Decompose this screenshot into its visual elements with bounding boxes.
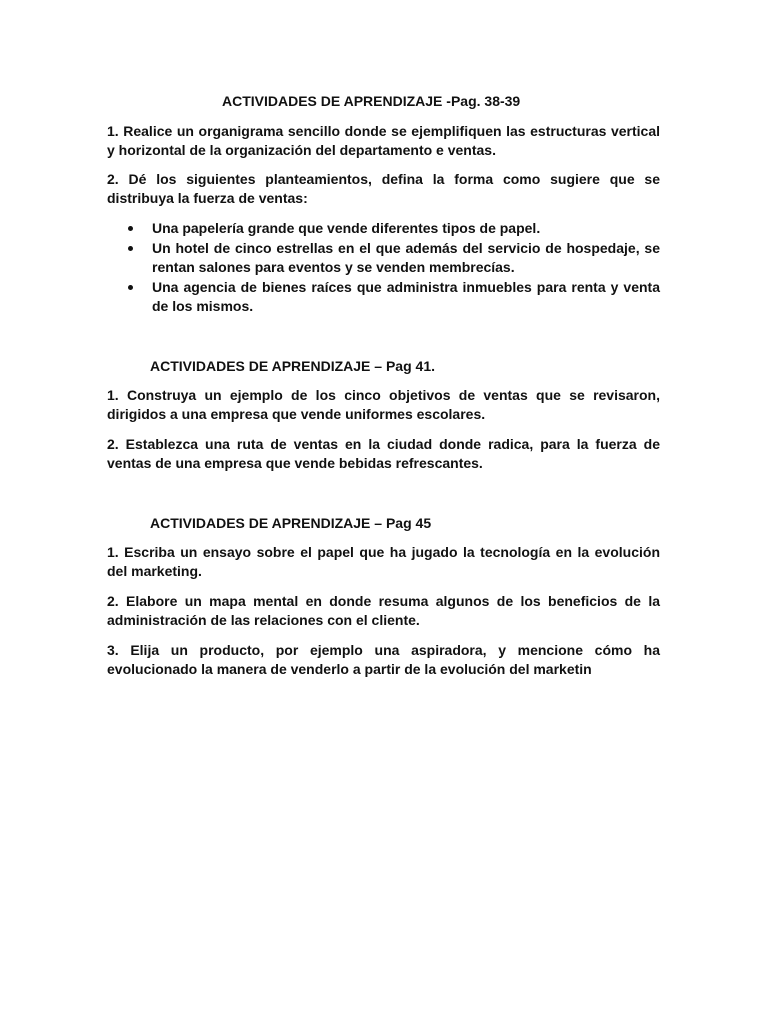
activity-item-2: 2. Elabore un mapa mental en donde resuma algunos de los beneficios de la administración de las relaciones con el cliente. [107,593,660,628]
bullet-text: Una papelería grande que vende diferentes tipos de papel. [152,220,541,236]
bullet-text: Un hotel de cinco estrellas en el que además del servicio de hospedaje, se rentan salones para eventos y se venden membrecías. [152,240,660,275]
bullet-dot-icon [128,285,133,290]
bullet-item [128,219,660,238]
activity-item-1: 1. Realice un organigrama sencillo donde se ejemplifiquen las estructuras vertical y horizontal de la organización del departamento e ventas. [107,123,660,158]
activity-item-2: 2. Dé los siguientes planteamientos, defina la forma como sugiere que se distribuya la fuerza de ventas: [107,171,660,206]
section-heading-pag-41: ACTIVIDADES DE APRENDIZAJE – Pag 41. [150,358,435,374]
activity-item-2: 2. Establezca una ruta de ventas en la ciudad donde radica, para la fuerza de ventas de una empresa que vende bebidas refrescantes. [107,436,660,471]
bullet-text: Una agencia de bienes raíces que administra inmuebles para renta y venta de los mismos. [152,279,660,314]
bullet-item [128,239,660,277]
section-heading-pag-45: ACTIVIDADES DE APRENDIZAJE – Pag 45 [150,515,432,531]
bullet-list [128,219,660,317]
bullet-item [128,278,660,316]
activity-item-1: 1. Construya un ejemplo de los cinco objetivos de ventas que se revisaron, dirigidos a una empresa que vende uniformes escolares. [107,387,660,422]
activity-item-3: 3. Elija un producto, por ejemplo una aspiradora, y mencione cómo ha evolucionado la manera de venderlo a partir de la evolución del marketin [107,642,660,677]
activity-item-1: 1. Escriba un ensayo sobre el papel que ha jugado la tecnología en la evolución del marketing. [107,544,660,579]
bullet-dot-icon [128,246,133,251]
section-heading-pag-38-39: ACTIVIDADES DE APRENDIZAJE -Pag. 38-39 [222,93,521,109]
bullet-dot-icon [128,226,133,231]
